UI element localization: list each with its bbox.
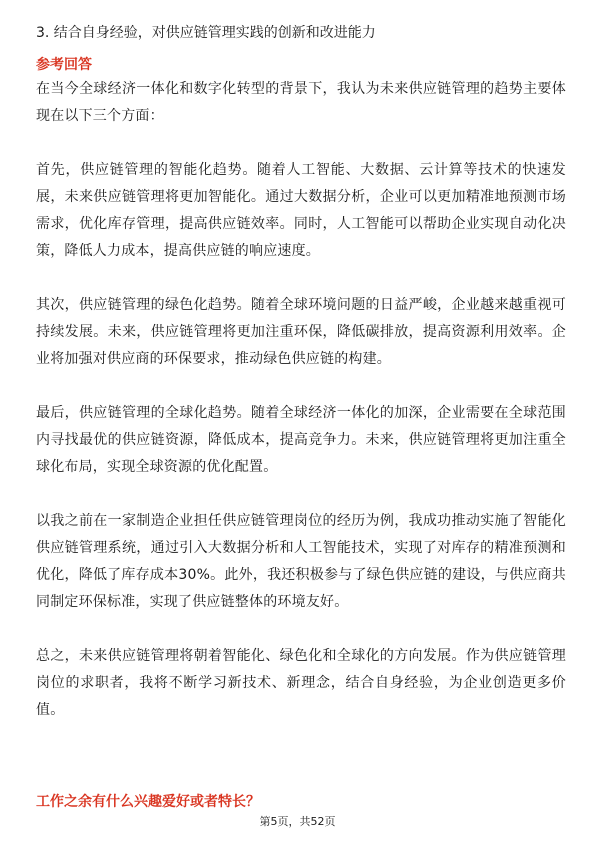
- paragraph-gap: [36, 481, 566, 508]
- paragraph-gap: [36, 373, 566, 400]
- paragraph-gap: [36, 616, 566, 643]
- paragraph-gap: [36, 130, 566, 157]
- answer-label: 参考回答: [36, 57, 92, 73]
- answer-paragraph-conclusion: 总之，未来供应链管理将朝着智能化、绿色化和全球化的方向发展。作为供应链管理岗位的求职者，我将不断学习新技术、新理念，结合自身经验，为企业创造更多价值。: [36, 648, 566, 718]
- page-number-footer: 第5页，共52页: [259, 815, 336, 828]
- document-page: [36, 22, 566, 724]
- answer-paragraph-intro: 在当今全球经济一体化和数字化转型的背景下，我认为未来供应链管理的趋势主要体现在以下三个方面：: [36, 81, 566, 124]
- next-question-heading: 工作之余有什么兴趣爱好或者特长？: [36, 794, 260, 810]
- answer-paragraph-intelligent: 首先，供应链管理的智能化趋势。随着人工智能、大数据、云计算等技术的快速发展，未来供应链管理将更加智能化。通过大数据分析，企业可以更加精准地预测市场需求，优化库存管理，提高供应链效率。同时，人工智能可以帮助企业实现自动化决策，降低人力成本，提高供应链的响应速度。: [36, 162, 566, 259]
- question-heading: 3. 结合自身经验，对供应链管理实践的创新和改进能力: [36, 25, 376, 41]
- answer-paragraph-global: 最后，供应链管理的全球化趋势。随着全球经济一体化的加深，企业需要在全球范围内寻找最优的供应链资源，降低成本，提高竞争力。未来，供应链管理将更加注重全球化布局，实现全球资源的优化配置。: [36, 405, 566, 475]
- answer-paragraph-green: 其次，供应链管理的绿色化趋势。随着全球环境问题的日益严峻，企业越来越重视可持续发展。未来，供应链管理将更加注重环保，降低碳排放，提高资源利用效率。企业将加强对供应商的环保要求，推动绿色供应链的构建。: [36, 297, 566, 367]
- answer-paragraph-experience: 以我之前在一家制造企业担任供应链管理岗位的经历为例，我成功推动实施了智能化供应链管理系统，通过引入大数据分析和人工智能技术，实现了对库存的精准预测和优化，降低了库存成本30%。此外，我还积极参与了绿色供应链的建设，与供应商共同制定环保标准，实现了供应链整体的环境友好。: [36, 513, 566, 610]
- paragraph-gap: [36, 265, 566, 292]
